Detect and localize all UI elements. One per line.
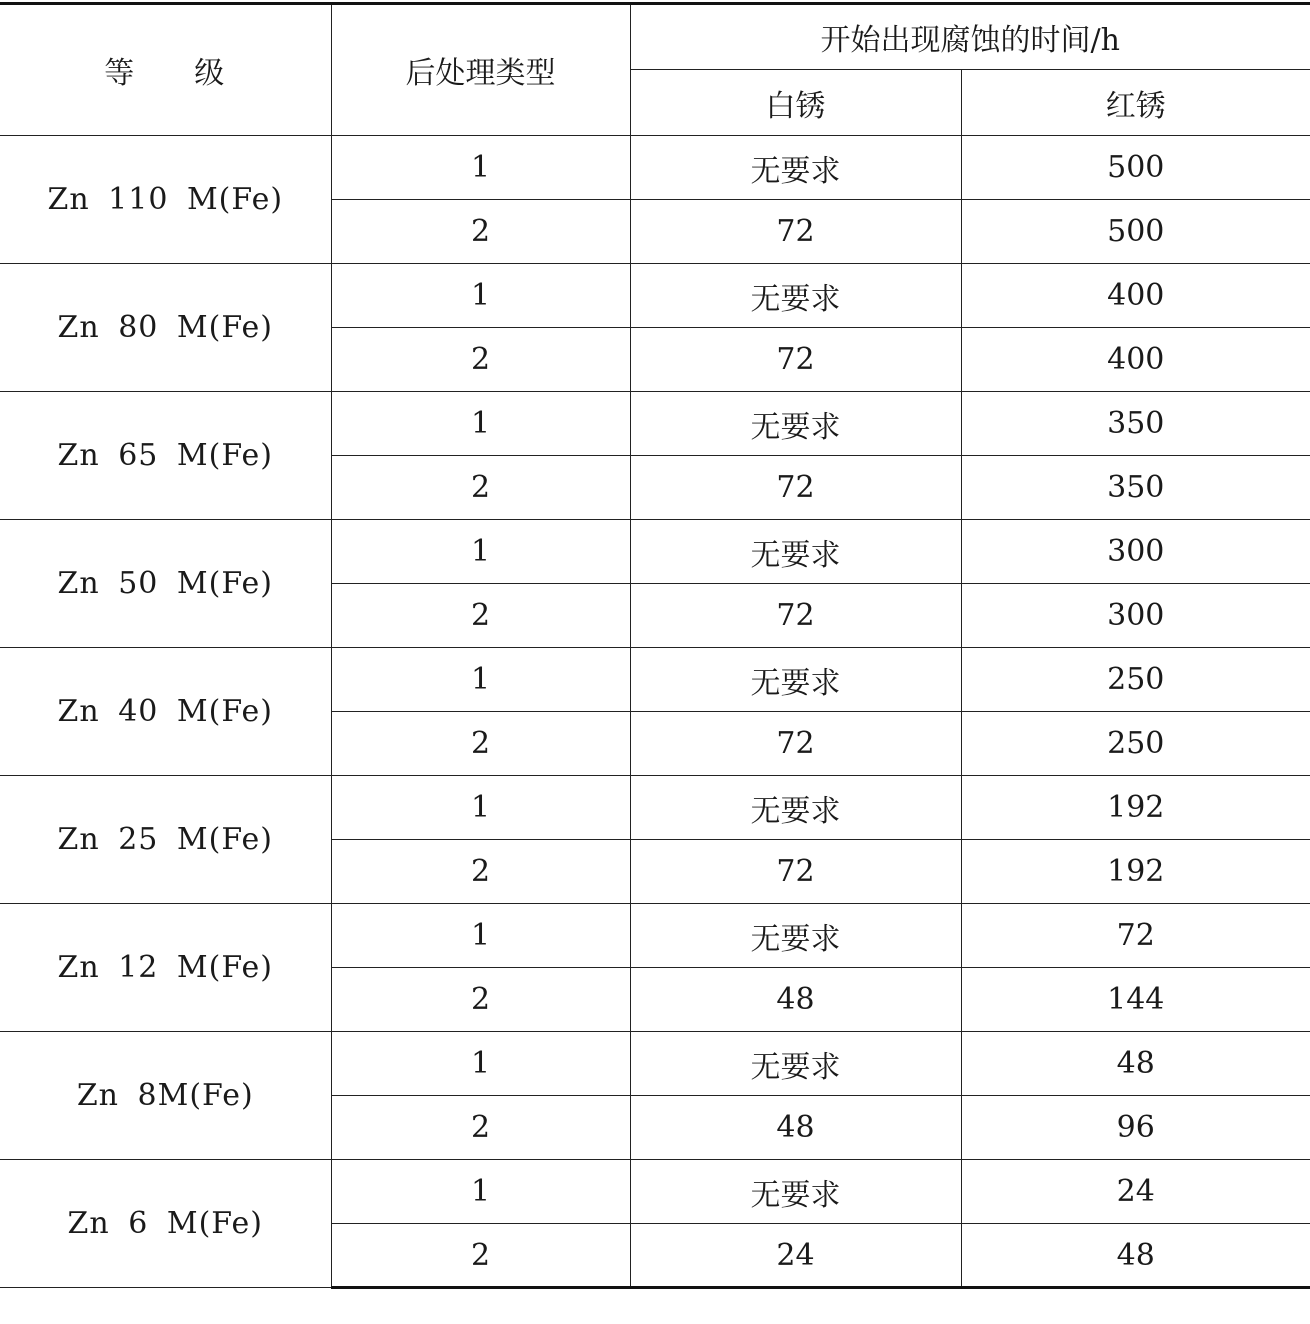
red-rust-cell: 48 xyxy=(961,1032,1310,1096)
red-rust-cell: 300 xyxy=(961,520,1310,584)
grade-cell: Zn 65 M(Fe) xyxy=(0,392,331,520)
treatment-type-cell: 1 xyxy=(331,776,630,840)
treatment-type-cell: 2 xyxy=(331,968,630,1032)
white-rust-cell: 无要求 xyxy=(630,776,961,840)
white-rust-cell: 48 xyxy=(630,1096,961,1160)
grade-cell: Zn 40 M(Fe) xyxy=(0,648,331,776)
table-row xyxy=(0,904,1310,968)
red-rust-cell: 192 xyxy=(961,776,1310,840)
white-rust-cell: 无要求 xyxy=(630,904,961,968)
header-grade xyxy=(0,4,331,136)
red-rust-cell: 72 xyxy=(961,904,1310,968)
red-rust-cell: 300 xyxy=(961,584,1310,648)
white-rust-cell: 无要求 xyxy=(630,520,961,584)
treatment-type-cell: 1 xyxy=(331,1160,630,1224)
treatment-type-cell: 1 xyxy=(331,1032,630,1096)
white-rust-cell: 无要求 xyxy=(630,392,961,456)
treatment-type-cell: 2 xyxy=(331,456,630,520)
treatment-type-cell: 1 xyxy=(331,264,630,328)
grade-cell: Zn 6 M(Fe) xyxy=(0,1160,331,1288)
header-treatment: 后处理类型 xyxy=(331,4,630,136)
red-rust-cell: 48 xyxy=(961,1224,1310,1288)
table-row xyxy=(0,392,1310,456)
grade-cell: Zn 80 M(Fe) xyxy=(0,264,331,392)
treatment-type-cell: 2 xyxy=(331,1096,630,1160)
header-grade-b: 级 xyxy=(194,56,227,91)
treatment-type-cell: 1 xyxy=(331,136,630,200)
red-rust-cell: 400 xyxy=(961,328,1310,392)
white-rust-cell: 72 xyxy=(630,200,961,264)
red-rust-cell: 144 xyxy=(961,968,1310,1032)
treatment-type-cell: 1 xyxy=(331,648,630,712)
grade-cell: Zn 110 M(Fe) xyxy=(0,136,331,264)
red-rust-cell: 350 xyxy=(961,456,1310,520)
red-rust-cell: 250 xyxy=(961,712,1310,776)
white-rust-cell: 无要求 xyxy=(630,136,961,200)
corrosion-table xyxy=(0,2,1310,1289)
white-rust-cell: 72 xyxy=(630,712,961,776)
table-row xyxy=(0,264,1310,328)
red-rust-cell: 96 xyxy=(961,1096,1310,1160)
red-rust-cell: 350 xyxy=(961,392,1310,456)
grade-cell: Zn 50 M(Fe) xyxy=(0,520,331,648)
white-rust-cell: 无要求 xyxy=(630,264,961,328)
treatment-type-cell: 1 xyxy=(331,904,630,968)
red-rust-cell: 400 xyxy=(961,264,1310,328)
white-rust-cell: 24 xyxy=(630,1224,961,1288)
red-rust-cell: 500 xyxy=(961,200,1310,264)
header-grade-a: 等 xyxy=(104,56,137,91)
table-header xyxy=(0,4,1310,136)
white-rust-cell: 48 xyxy=(630,968,961,1032)
table-row xyxy=(0,776,1310,840)
red-rust-cell: 250 xyxy=(961,648,1310,712)
table-row xyxy=(0,648,1310,712)
red-rust-cell: 192 xyxy=(961,840,1310,904)
table-row xyxy=(0,520,1310,584)
treatment-type-cell: 2 xyxy=(331,200,630,264)
grade-cell: Zn 25 M(Fe) xyxy=(0,776,331,904)
treatment-type-cell: 2 xyxy=(331,584,630,648)
treatment-type-cell: 2 xyxy=(331,840,630,904)
white-rust-cell: 72 xyxy=(630,328,961,392)
white-rust-cell: 无要求 xyxy=(630,648,961,712)
table-row xyxy=(0,136,1310,200)
treatment-type-cell: 1 xyxy=(331,392,630,456)
white-rust-cell: 72 xyxy=(630,584,961,648)
grade-cell: Zn 8M(Fe) xyxy=(0,1032,331,1160)
table-row xyxy=(0,1160,1310,1224)
white-rust-cell: 72 xyxy=(630,840,961,904)
table-body xyxy=(0,136,1310,1288)
grade-cell: Zn 12 M(Fe) xyxy=(0,904,331,1032)
header-white-rust: 白锈 xyxy=(630,70,961,136)
treatment-type-cell: 1 xyxy=(331,520,630,584)
treatment-type-cell: 2 xyxy=(331,328,630,392)
treatment-type-cell: 2 xyxy=(331,1224,630,1288)
white-rust-cell: 72 xyxy=(630,456,961,520)
header-onset-time: 开始出现腐蚀的时间/h xyxy=(630,4,1310,70)
red-rust-cell: 500 xyxy=(961,136,1310,200)
table-row xyxy=(0,1032,1310,1096)
white-rust-cell: 无要求 xyxy=(630,1160,961,1224)
red-rust-cell: 24 xyxy=(961,1160,1310,1224)
white-rust-cell: 无要求 xyxy=(630,1032,961,1096)
header-red-rust: 红锈 xyxy=(961,70,1310,136)
treatment-type-cell: 2 xyxy=(331,712,630,776)
